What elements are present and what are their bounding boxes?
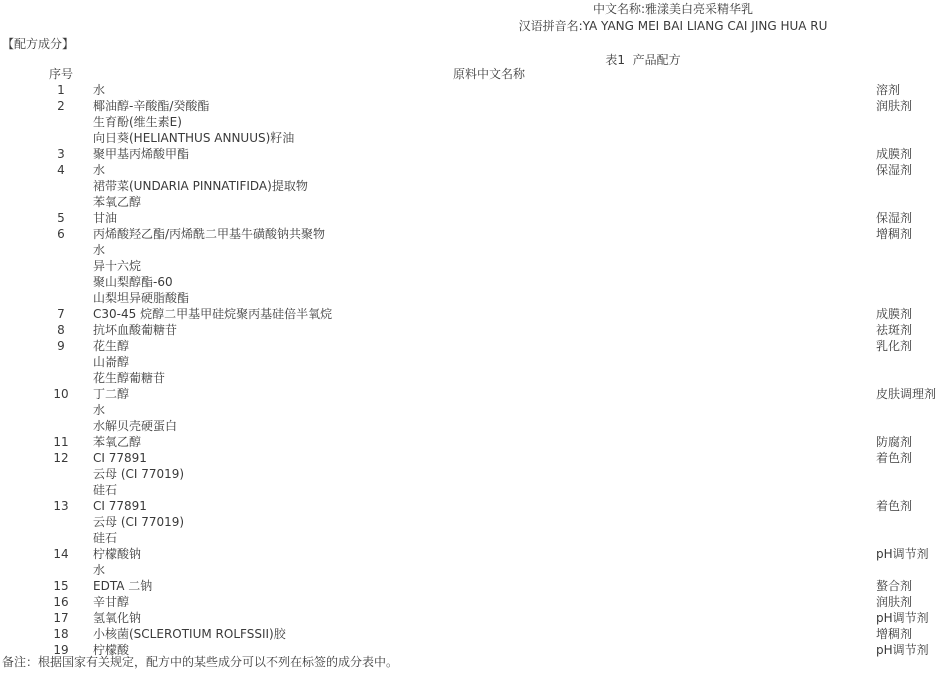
ingredient-function: 润肤剂 [876, 595, 913, 609]
row-number: 1 [57, 83, 65, 97]
row-number: 19 [53, 643, 69, 657]
ingredient-function: 乳化剂 [876, 339, 913, 353]
ingredient-function: 着色剂 [876, 499, 913, 513]
ingredient-name: 椰油醇-辛酸酯/癸酸酯 [93, 99, 210, 113]
row-number: 12 [53, 451, 69, 465]
ingredient-name: 异十六烷 [93, 259, 142, 273]
ingredient-function: pH调节剂 [876, 547, 929, 561]
ingredient-function: 保湿剂 [876, 163, 913, 177]
row-number: 7 [57, 307, 65, 321]
table-row-line [0, 610, 944, 626]
ingredient-function: 螯合剂 [876, 579, 913, 593]
table-row-line [0, 130, 944, 146]
table-row-line [0, 514, 944, 530]
table-row-line [0, 450, 944, 466]
ingredient-name: 硅石 [93, 531, 118, 545]
row-number: 8 [57, 323, 65, 337]
table-row-line [0, 290, 944, 306]
ingredient-name: 山嵛醇 [93, 355, 130, 369]
row-number: 2 [57, 99, 65, 113]
row-number: 6 [57, 227, 65, 241]
ingredient-name: 辛甘醇 [93, 595, 130, 609]
ingredient-name: 水 [93, 403, 106, 417]
column-header-no: 序号 [48, 67, 73, 81]
ingredient-name: 聚山梨醇酯-60 [93, 275, 173, 289]
table-row-line [0, 146, 944, 162]
ingredient-name: 聚甲基丙烯酸甲酯 [93, 147, 190, 161]
table-row-line [0, 178, 944, 194]
ingredient-name: 水解贝壳硬蛋白 [93, 419, 178, 433]
table-row-line [0, 546, 944, 562]
footnote: 备注：根据国家有关规定，配方中的某些成分可以不列在标签的成分表中。 [2, 655, 399, 669]
row-number: 14 [53, 547, 69, 561]
product-chinese-name: 中文名称:雅漾美白亮采精华乳 [592, 2, 754, 16]
table-row-line [0, 194, 944, 210]
table-row-line [0, 306, 944, 322]
table-row-line [0, 274, 944, 290]
table-column-header-row [0, 66, 944, 82]
ingredient-name: 水 [93, 243, 106, 257]
product-pinyin-name: 汉语拼音名:YA YANG MEI BAI LIANG CAI JING HUA RU [518, 19, 828, 33]
row-number: 10 [53, 387, 69, 401]
ingredient-name: 柠檬酸钠 [93, 547, 142, 561]
ingredient-name: 苯氧乙醇 [93, 435, 142, 449]
ingredient-function: 皮肤调理剂 [876, 387, 937, 401]
table-row-line [0, 98, 944, 114]
table-rows [0, 82, 944, 658]
row-number: 13 [53, 499, 69, 513]
ingredient-name: EDTA 二钠 [93, 579, 153, 593]
ingredient-function: 防腐剂 [876, 435, 913, 449]
ingredient-function: 成膜剂 [876, 147, 913, 161]
ingredient-name: 甘油 [93, 211, 118, 225]
table-row-line [0, 114, 944, 130]
ingredient-function: 成膜剂 [876, 307, 913, 321]
row-number: 5 [57, 211, 65, 225]
ingredient-name: CI 77891 [93, 451, 147, 465]
ingredient-name: 花生醇 [93, 339, 130, 353]
ingredient-name: 丙烯酸羟乙酯/丙烯酰二甲基牛磺酸钠共聚物 [93, 227, 326, 241]
ingredient-function: 增稠剂 [876, 227, 913, 241]
row-number: 18 [53, 627, 69, 641]
table-row-line [0, 210, 944, 226]
row-number: 16 [53, 595, 69, 609]
ingredient-name: 柠檬酸 [93, 643, 130, 657]
table-row-line [0, 258, 944, 274]
table-row-line [0, 354, 944, 370]
ingredient-name: 水 [93, 163, 106, 177]
table-row-line [0, 402, 944, 418]
table-row-line [0, 466, 944, 482]
table-row-line [0, 322, 944, 338]
ingredient-name: 裙带菜(UNDARIA PINNATIFIDA)提取物 [93, 179, 308, 193]
ingredient-name: 氢氧化钠 [93, 611, 142, 625]
ingredient-name: CI 77891 [93, 499, 147, 513]
row-number: 3 [57, 147, 65, 161]
table-row-line [0, 370, 944, 386]
ingredient-name: 向日葵(HELIANTHUS ANNUUS)籽油 [93, 131, 295, 145]
section-label-formula-components: 【配方成分】 [2, 37, 75, 51]
ingredient-name: 云母 (CI 77019) [93, 515, 185, 529]
ingredient-function: 祛斑剂 [876, 323, 913, 337]
table-title: 表1 产品配方 [605, 53, 681, 67]
table-row-line [0, 482, 944, 498]
table-row-line [0, 530, 944, 546]
table-row-line [0, 242, 944, 258]
ingredient-name: 小核菌(SCLEROTIUM ROLFSSII)胶 [93, 627, 286, 641]
ingredient-name: C30-45 烷醇二甲基甲硅烷聚丙基硅倍半氧烷 [93, 307, 333, 321]
table-row-line [0, 562, 944, 578]
row-number: 11 [53, 435, 69, 449]
ingredient-name: 水 [93, 563, 106, 577]
table-row-line [0, 434, 944, 450]
table-row-line [0, 594, 944, 610]
document-header [403, 1, 943, 35]
table-row-line [0, 338, 944, 354]
ingredient-function: 保湿剂 [876, 211, 913, 225]
table-row-line [0, 162, 944, 178]
ingredient-name: 山梨坦异硬脂酸酯 [93, 291, 190, 305]
table-row-line [0, 418, 944, 434]
column-header-ingredient-name: 原料中文名称 [453, 67, 526, 81]
ingredient-name: 硅石 [93, 483, 118, 497]
ingredient-function: 润肤剂 [876, 99, 913, 113]
ingredient-name: 抗坏血酸葡糖苷 [93, 323, 178, 337]
ingredient-name: 云母 (CI 77019) [93, 467, 185, 481]
row-number: 4 [57, 163, 65, 177]
table-row-line [0, 626, 944, 642]
ingredient-function: 增稠剂 [876, 627, 913, 641]
ingredient-name: 丁二醇 [93, 387, 130, 401]
table-row-line [0, 226, 944, 242]
ingredient-name: 生育酚(维生素E) [93, 115, 182, 129]
table-row-line [0, 82, 944, 98]
ingredient-function: 着色剂 [876, 451, 913, 465]
ingredient-name: 苯氧乙醇 [93, 195, 142, 209]
table-row-line [0, 578, 944, 594]
table-row-line [0, 386, 944, 402]
ingredient-function: 溶剂 [876, 83, 901, 97]
row-number: 15 [53, 579, 69, 593]
row-number: 9 [57, 339, 65, 353]
table-row-line [0, 498, 944, 514]
ingredient-name: 水 [93, 83, 106, 97]
ingredient-function: pH调节剂 [876, 611, 929, 625]
row-number: 17 [53, 611, 69, 625]
ingredient-function: pH调节剂 [876, 643, 929, 657]
ingredient-name: 花生醇葡糖苷 [93, 371, 166, 385]
